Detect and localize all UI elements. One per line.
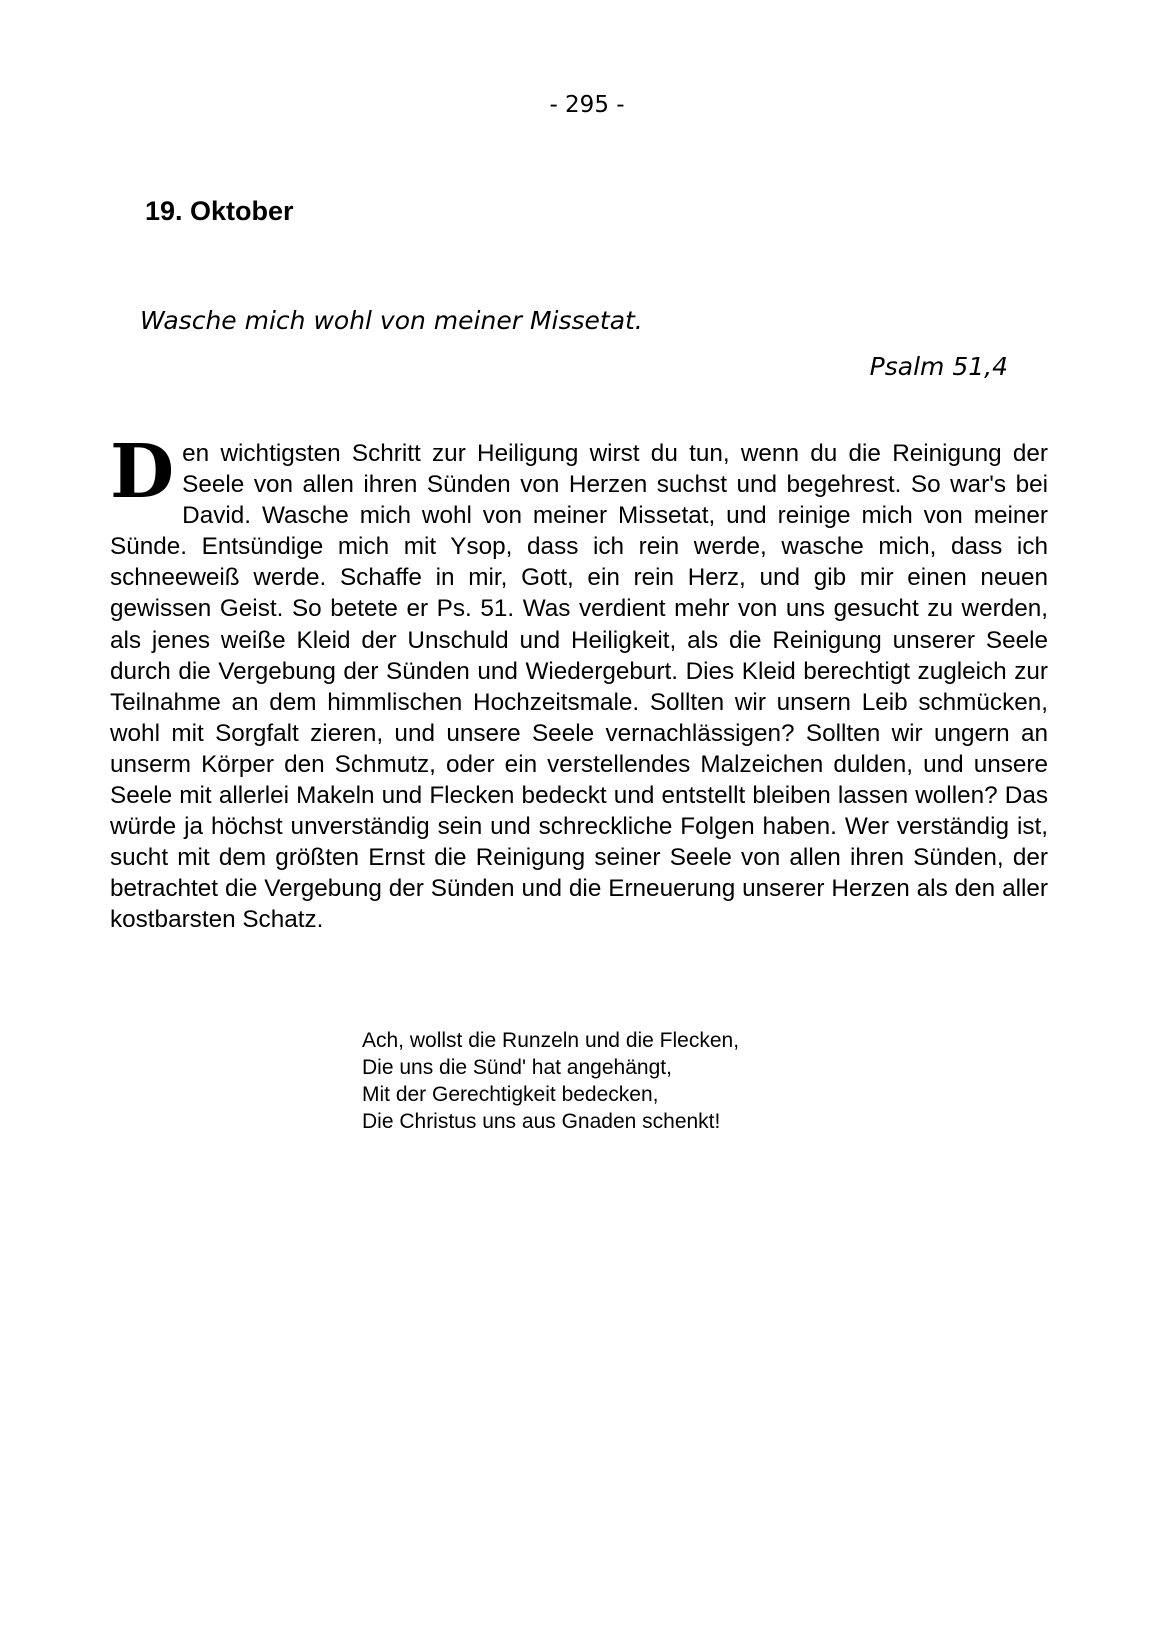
hymn-stanza: [362, 1027, 739, 1135]
hymn-line: Die uns die Sünd' hat angehängt,: [362, 1056, 672, 1079]
page-number: - 295 -: [549, 92, 625, 118]
hymn-line: Die Christus uns aus Gnaden schenkt!: [362, 1110, 721, 1133]
bible-verse: Wasche mich wohl von meiner Missetat.: [140, 306, 643, 335]
devotional-text: [110, 429, 1048, 936]
date-heading: 19. Oktober: [145, 196, 294, 226]
hymn-line: Ach, wollst die Runzeln und die Flecken,: [362, 1029, 740, 1052]
devotional-paragraph: en wichtigsten Schritt zur Heiligung wirst du tun, wenn du die Reinigung der Seele von allen ihren Sünden von Herzen suchst und begehrest. So war's bei David. Wasche mich wohl von meiner Missetat, und reinige mich von meiner Sünde. Entsündige mich mit Ysop, dass ich rein werde, wasche mich, dass ich schneeweiß werde. Schaffe in mir, Gott, ein rein Herz, und gib mir einen neuen gewissen Geist. So betete er Ps. 51. Was verdient mehr von uns gesucht zu werden, als jenes weiße Kleid der Unschuld und Heiligkeit, als die Reinigung unserer Seele durch die Vergebung der Sünden und Wiedergeburt. Dies Kleid berechtigt zugleich zur Teilnahme an dem himmlischen Hochzeitsmale. Sollten wir unsern Leib schmücken, wohl mit Sorgfalt zieren, und unsere Seele vernachlässigen? Sollten wir ungern an unserm Körper den Schmutz, oder ein verstellendes Malzeichen dulden, und unsere Seele mit allerlei Makeln und Flecken bedeckt und entstellt bleiben lassen wollen? Das würde ja höchst unverständig sein und schreckliche Folgen haben. Wer verständig ist, sucht mit dem größten Ernst die Reinigung seiner Seele von allen ihren Sünden, der betrachtet die Vergebung der Sünden und die Erneuerung unserer Herzen als den aller kostbarsten Schatz.: [110, 440, 1048, 934]
hymn-line: Mit der Gerechtigkeit bedecken,: [362, 1083, 659, 1106]
verse-reference: Psalm 51,4: [869, 352, 1008, 381]
drop-cap: D: [110, 429, 175, 515]
